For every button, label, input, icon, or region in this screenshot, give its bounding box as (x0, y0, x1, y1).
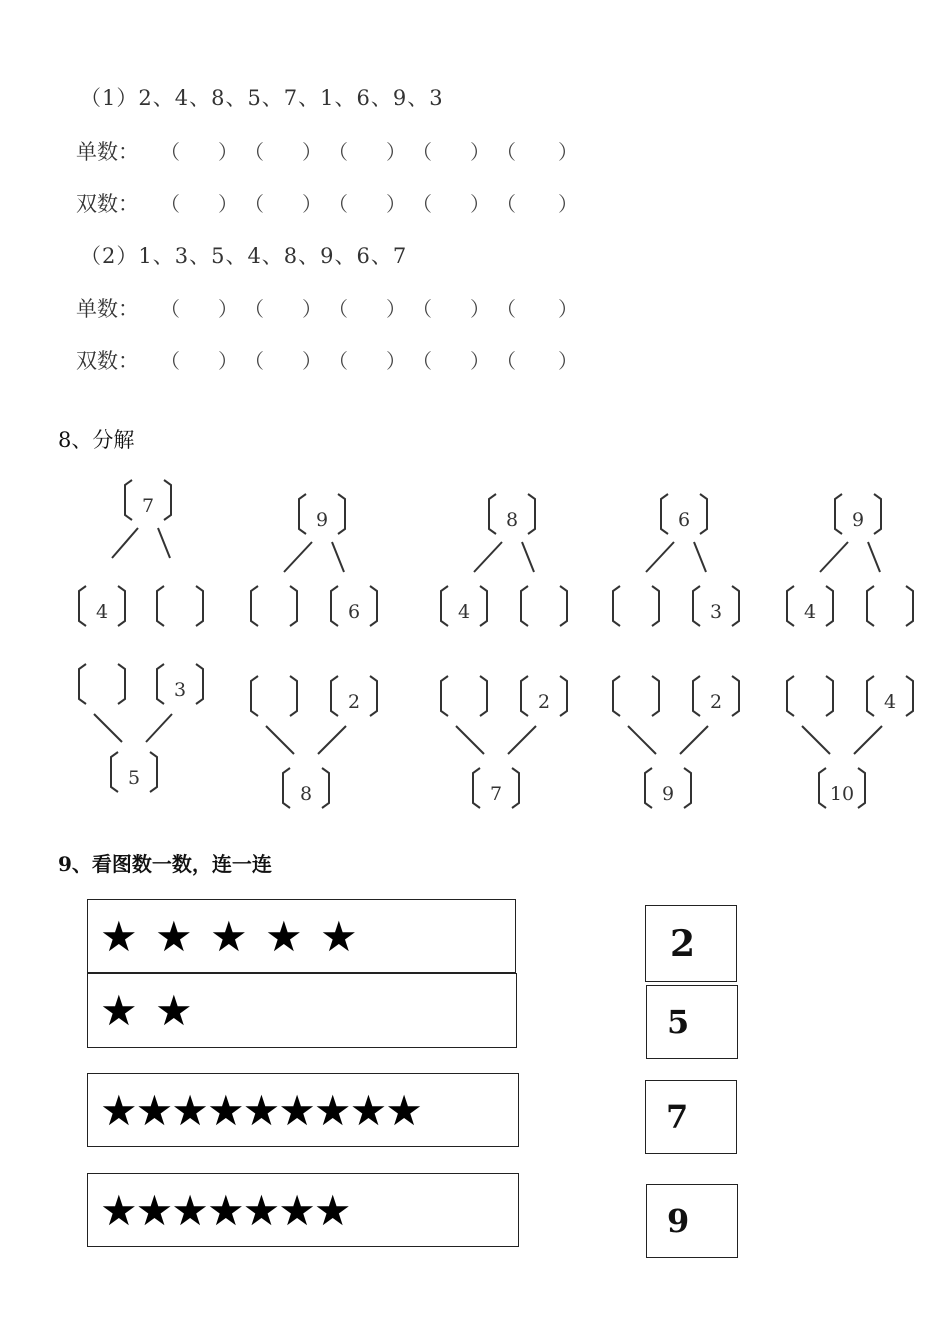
star-group-icon: ★★★★★★★★★ (100, 1085, 421, 1135)
split-top-box[interactable] (835, 494, 881, 534)
q9-title: 9、看图数一数，连一连 (58, 852, 272, 876)
connector-line (456, 726, 484, 754)
bracket-left (111, 752, 118, 792)
connector-line (680, 726, 708, 754)
bracket-left (613, 586, 620, 626)
bracket-left (693, 676, 700, 716)
bracket-left (787, 586, 794, 626)
split-left-box[interactable] (441, 586, 487, 626)
q7-part1-even-label: 双数： (76, 192, 139, 216)
bracket-left (693, 586, 700, 626)
join-right-box[interactable] (331, 676, 377, 716)
bracket-right (732, 676, 739, 716)
bracket-left (283, 768, 290, 808)
blank-open-paren: （ (412, 192, 432, 216)
blank-open-paren: （ (160, 192, 180, 216)
connector-line (332, 542, 344, 572)
blank-close-paren: ） (302, 349, 322, 373)
star-row-1[interactable] (87, 899, 516, 973)
bracket-right (826, 586, 833, 626)
blank-close-paren: ） (386, 192, 406, 216)
blank-close-paren: ） (218, 349, 238, 373)
bond-number: 3 (709, 601, 723, 623)
join-left-box[interactable] (441, 676, 487, 716)
star-group-icon: ★ ★ ★ ★ ★ (100, 911, 360, 961)
bond-number: 4 (457, 601, 471, 623)
bracket-right (370, 586, 377, 626)
bracket-right (290, 676, 297, 716)
bracket-left (157, 664, 164, 704)
connector-line (94, 714, 122, 742)
split-top-box[interactable] (661, 494, 707, 534)
bond-number: 5 (127, 767, 141, 789)
split-top-box[interactable] (299, 494, 345, 534)
bracket-right (732, 586, 739, 626)
blank-close-paren: ） (302, 192, 322, 216)
bracket-right (906, 586, 913, 626)
blank-open-paren: （ (328, 192, 348, 216)
blank-open-paren: （ (496, 140, 516, 164)
blank-close-paren: ） (218, 140, 238, 164)
bond-number: 4 (95, 601, 109, 623)
blank-open-paren: （ (496, 192, 516, 216)
connector-line (266, 726, 294, 754)
connector-line (820, 542, 848, 572)
number-bond-diagrams (0, 470, 950, 810)
split-right-box[interactable] (331, 586, 377, 626)
join-right-box[interactable] (157, 664, 203, 704)
connector-line (508, 726, 536, 754)
bracket-right (118, 586, 125, 626)
bond-number: 4 (883, 691, 897, 713)
bond-number: 4 (803, 601, 817, 623)
bracket-left (441, 586, 448, 626)
blank-close-paren: ） (386, 140, 406, 164)
connector-line (158, 528, 170, 558)
star-row-3[interactable] (87, 1073, 519, 1147)
bracket-left (299, 494, 306, 534)
bracket-right (874, 494, 881, 534)
bracket-left (489, 494, 496, 534)
bond-number: 6 (347, 601, 361, 623)
bracket-left (867, 586, 874, 626)
blank-open-paren: （ (328, 140, 348, 164)
join-bottom-box[interactable] (473, 768, 519, 808)
split-left-box[interactable] (787, 586, 833, 626)
split-top-box[interactable] (489, 494, 535, 534)
connector-line (522, 542, 534, 572)
bond-number: 10 (829, 783, 855, 805)
blank-close-paren: ） (302, 140, 322, 164)
number-label: 2 (670, 922, 696, 965)
blank-open-paren: （ (328, 349, 348, 373)
connector-line (474, 542, 502, 572)
bracket-left (79, 664, 86, 704)
bond-number: 2 (347, 691, 361, 713)
bracket-left (157, 586, 164, 626)
blank-open-paren: （ (496, 297, 516, 321)
join-right-box[interactable] (693, 676, 739, 716)
bracket-left (251, 586, 258, 626)
number-box-9[interactable] (646, 1184, 738, 1258)
bracket-left (473, 768, 480, 808)
blank-close-paren: ） (558, 297, 578, 321)
connector-line (854, 726, 882, 754)
number-label: 9 (667, 1202, 690, 1240)
bracket-left (819, 768, 826, 808)
bond-number: 8 (505, 509, 519, 531)
bracket-right (652, 676, 659, 716)
q7-part1-sequence: （1）2、4、8、5、7、1、6、9、3 (80, 86, 444, 110)
bracket-right (858, 768, 865, 808)
bracket-right (684, 768, 691, 808)
bracket-right (512, 768, 519, 808)
blank-open-paren: （ (244, 192, 264, 216)
blank-open-paren: （ (244, 297, 264, 321)
q7-part2-odd-label: 单数： (76, 297, 139, 321)
blank-close-paren: ） (386, 297, 406, 321)
blank-close-paren: ） (558, 349, 578, 373)
blank-open-paren: （ (412, 349, 432, 373)
blank-close-paren: ） (470, 349, 490, 373)
split-left-box[interactable] (251, 586, 297, 626)
number-box-7[interactable] (645, 1080, 737, 1154)
bracket-right (906, 676, 913, 716)
bond-number: 6 (677, 509, 691, 531)
bond-number: 7 (489, 783, 503, 805)
connector-line (318, 726, 346, 754)
bracket-left (441, 676, 448, 716)
join-left-box[interactable] (79, 664, 125, 704)
bracket-left (645, 768, 652, 808)
blank-close-paren: ） (218, 192, 238, 216)
q7-part2-sequence: （2）1、3、5、4、8、9、6、7 (80, 244, 408, 268)
bond-number: 9 (661, 783, 675, 805)
bracket-right (196, 586, 203, 626)
bond-number: 3 (173, 679, 187, 701)
bracket-right (322, 768, 329, 808)
join-right-box[interactable] (867, 676, 913, 716)
number-box-5[interactable] (646, 985, 738, 1059)
split-left-box[interactable] (79, 586, 125, 626)
bracket-right (480, 676, 487, 716)
q7-part1-odd-label: 单数： (76, 140, 139, 164)
connector-line (694, 542, 706, 572)
connector-line (112, 528, 138, 558)
blank-close-paren: ） (302, 297, 322, 321)
split-right-box[interactable] (693, 586, 739, 626)
split-top-box[interactable] (125, 480, 171, 520)
bond-number: 2 (709, 691, 723, 713)
star-group-icon: ★★★★★★★ (100, 1185, 350, 1235)
star-row-4[interactable] (87, 1173, 519, 1247)
bond-number: 7 (141, 495, 155, 517)
join-bottom-box[interactable] (645, 768, 691, 808)
blank-close-paren: ） (470, 297, 490, 321)
bracket-right (560, 676, 567, 716)
bracket-right (528, 494, 535, 534)
bracket-right (370, 676, 377, 716)
blank-open-paren: （ (160, 140, 180, 164)
connector-line (628, 726, 656, 754)
blank-close-paren: ） (470, 140, 490, 164)
bond-number: 9 (315, 509, 329, 531)
blank-close-paren: ） (470, 192, 490, 216)
bond-number: 8 (299, 783, 313, 805)
join-bottom-box[interactable] (819, 768, 865, 808)
bracket-right (652, 586, 659, 626)
connector-line (284, 542, 312, 572)
q7-part2-even-label: 双数： (76, 349, 139, 373)
bracket-right (560, 586, 567, 626)
blank-close-paren: ） (386, 349, 406, 373)
split-right-box[interactable] (521, 586, 567, 626)
connector-line (802, 726, 830, 754)
blank-open-paren: （ (412, 140, 432, 164)
star-group-icon: ★ ★ (100, 986, 195, 1035)
join-bottom-box[interactable] (283, 768, 329, 808)
bracket-right (338, 494, 345, 534)
number-box-2[interactable] (645, 905, 737, 982)
number-label: 5 (667, 1003, 690, 1041)
bracket-left (79, 586, 86, 626)
bracket-right (290, 586, 297, 626)
blank-open-paren: （ (244, 349, 264, 373)
join-right-box[interactable] (521, 676, 567, 716)
star-row-2[interactable] (87, 973, 517, 1048)
blank-close-paren: ） (558, 192, 578, 216)
bracket-left (661, 494, 668, 534)
bond-number: 2 (537, 691, 551, 713)
blank-close-paren: ） (558, 140, 578, 164)
blank-close-paren: ） (218, 297, 238, 321)
bracket-left (613, 676, 620, 716)
blank-open-paren: （ (160, 349, 180, 373)
bracket-left (125, 480, 132, 520)
join-left-box[interactable] (613, 676, 659, 716)
bracket-left (835, 494, 842, 534)
bracket-left (787, 676, 794, 716)
bracket-right (164, 480, 171, 520)
bracket-right (150, 752, 157, 792)
bracket-left (331, 586, 338, 626)
split-right-box[interactable] (157, 586, 203, 626)
bracket-right (700, 494, 707, 534)
bracket-left (867, 676, 874, 716)
join-left-box[interactable] (251, 676, 297, 716)
bracket-left (521, 586, 528, 626)
bracket-left (331, 676, 338, 716)
q8-title: 8、分解 (58, 428, 135, 452)
connector-line (146, 714, 172, 742)
join-bottom-box[interactable] (111, 752, 157, 792)
number-label: 7 (666, 1098, 689, 1136)
split-left-box[interactable] (613, 586, 659, 626)
blank-open-paren: （ (496, 349, 516, 373)
bracket-right (480, 586, 487, 626)
bracket-right (118, 664, 125, 704)
blank-open-paren: （ (328, 297, 348, 321)
blank-open-paren: （ (244, 140, 264, 164)
bond-number: 9 (851, 509, 865, 531)
join-left-box[interactable] (787, 676, 833, 716)
bracket-right (196, 664, 203, 704)
connector-line (646, 542, 674, 572)
bracket-left (251, 676, 258, 716)
split-right-box[interactable] (867, 586, 913, 626)
connector-line (868, 542, 880, 572)
blank-open-paren: （ (160, 297, 180, 321)
blank-open-paren: （ (412, 297, 432, 321)
bracket-right (826, 676, 833, 716)
bracket-left (521, 676, 528, 716)
